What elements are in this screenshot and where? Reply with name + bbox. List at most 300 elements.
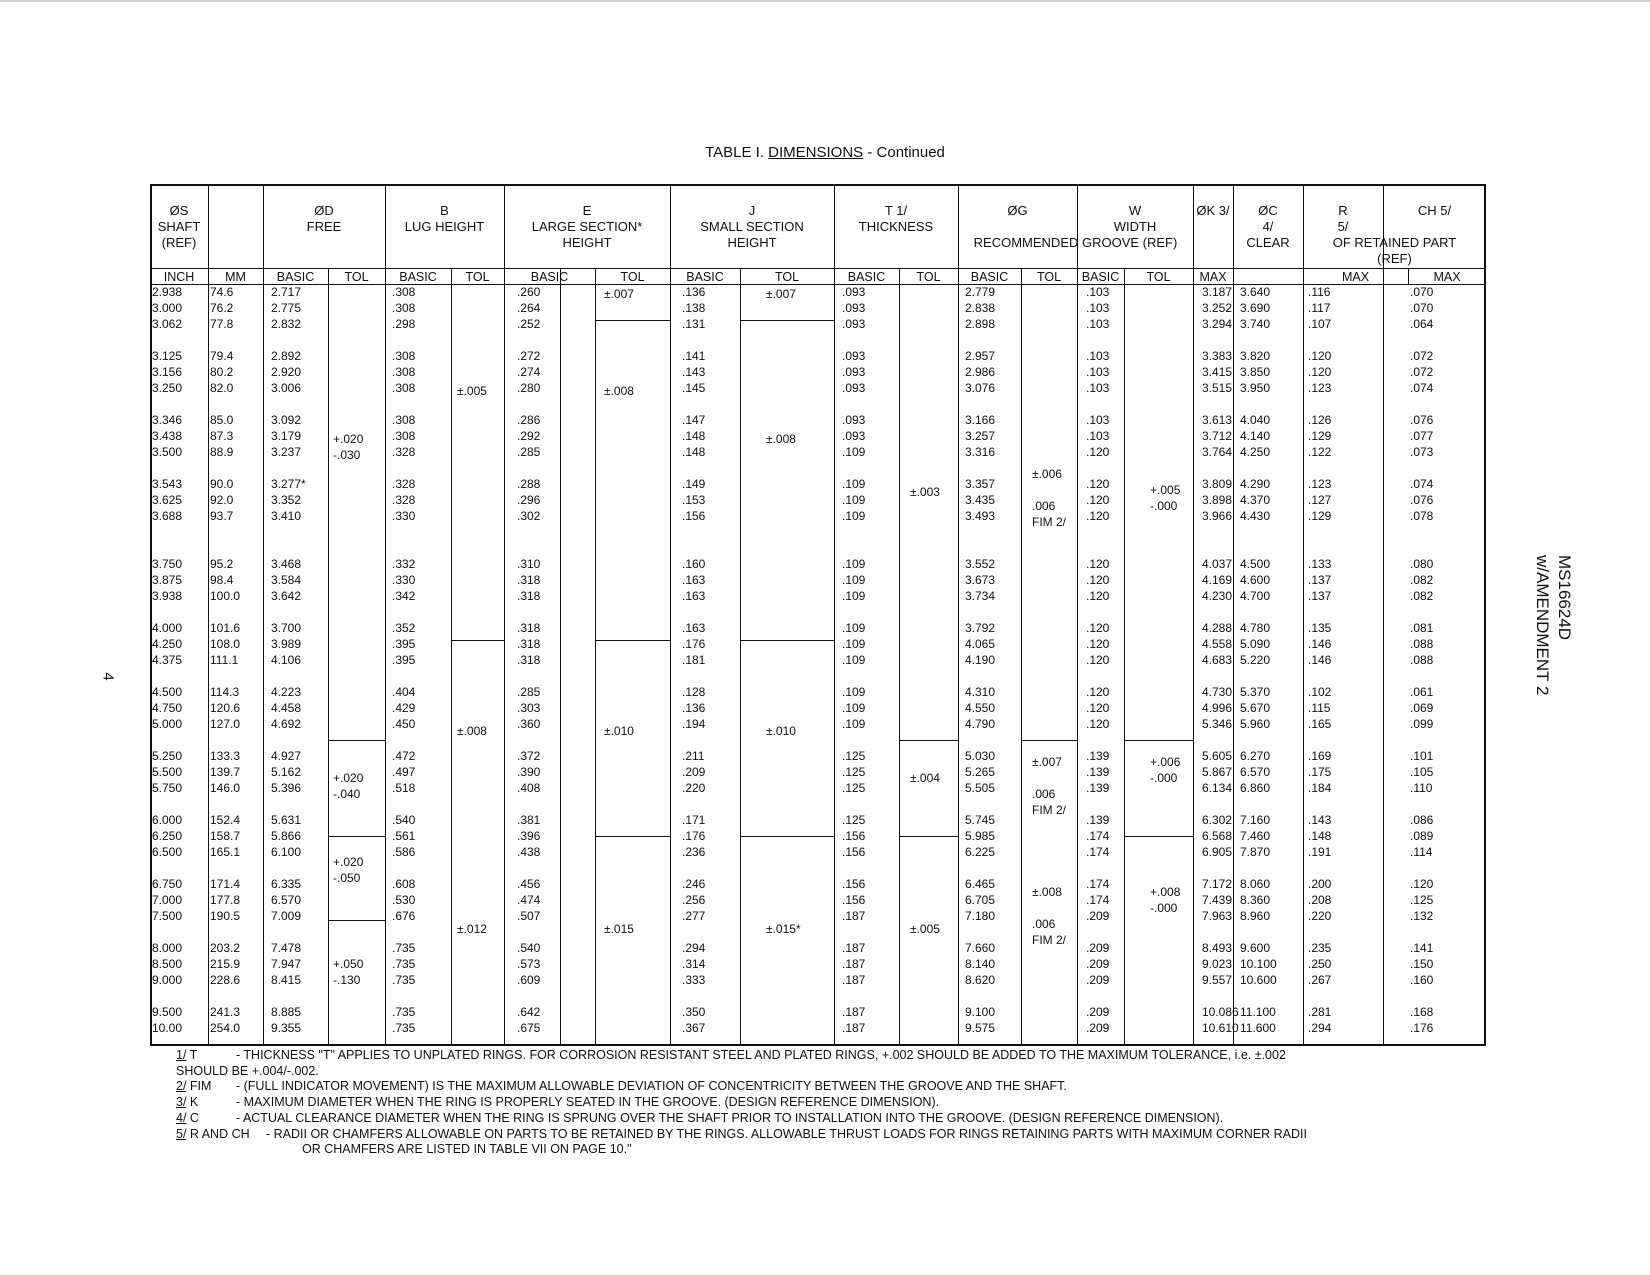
column-divider	[385, 184, 386, 1046]
column-values: .294 .314 .333	[682, 941, 706, 988]
column-values: .160 .163 .163	[682, 557, 706, 604]
column-values: 2.717 2.775 2.832	[271, 285, 302, 332]
header-clearance: 4/	[1262, 219, 1274, 234]
footnote-tag	[176, 1111, 236, 1127]
column-values: 3.383 3.415 3.515	[1202, 349, 1233, 396]
column-divider	[208, 184, 209, 1046]
e-tolerance: ±.010	[604, 724, 634, 738]
header-ref: (REF)	[1377, 251, 1412, 266]
subheader-16: MAX	[1199, 270, 1227, 284]
footnote	[176, 1111, 1506, 1127]
subheader-7: TOL	[620, 270, 645, 284]
column-values: 6.302 6.568 6.905	[1202, 813, 1233, 860]
column-values: 3.552 3.673 3.734	[965, 557, 996, 604]
footnote-tag	[176, 1079, 236, 1095]
subheader-divider	[150, 284, 1486, 285]
header-small-section: SMALL SECTION	[700, 219, 804, 234]
column-values: 133.3 139.7 146.0	[210, 749, 241, 796]
subheader-2: BASIC	[276, 270, 315, 284]
column-values: 3.809 3.898 3.966	[1202, 477, 1233, 524]
subheader-4: BASIC	[399, 270, 437, 284]
column-values: 8.000 8.500 9.000	[152, 941, 183, 988]
column-values: 101.6 108.0 111.1	[210, 621, 241, 668]
column-values: .310 .318 .318	[517, 557, 541, 604]
column-values: 79.4 80.2 82.0	[210, 349, 234, 396]
header-clearance: CLEAR	[1246, 235, 1290, 250]
column-values: .103 .103 .103	[1086, 285, 1110, 332]
g-tolerance: FIM 2/	[1032, 933, 1067, 947]
column-values: 3.125 3.156 3.250	[152, 349, 183, 396]
column-values: .456 .474 .507	[517, 877, 541, 924]
column-divider	[740, 268, 741, 1046]
column-values: .076 .077 .073	[1410, 413, 1434, 460]
b-tolerance: ±.005	[457, 384, 487, 398]
tol-divider	[740, 836, 834, 837]
column-divider	[1124, 268, 1125, 1046]
column-values: .120 .125 .132	[1410, 877, 1434, 924]
footnote-number: 5/	[176, 1126, 187, 1141]
d-tolerance: -.040	[333, 787, 361, 801]
column-values: 3.700 3.989 4.106	[271, 621, 302, 668]
column-values: .126 .129 .122	[1308, 413, 1332, 460]
tol-divider	[595, 640, 670, 641]
column-values: 3.357 3.435 3.493	[965, 477, 996, 524]
column-values: 7.160 7.460 7.870	[1240, 813, 1271, 860]
column-values: 4.500 4.750 5.000	[152, 685, 183, 732]
column-values: 4.310 4.550 4.790	[965, 685, 996, 732]
footnote-key: T	[186, 1048, 198, 1062]
column-values: 6.270 6.570 6.860	[1240, 749, 1271, 796]
b-tolerance: ±.012	[457, 922, 487, 936]
column-divider	[1233, 184, 1234, 1046]
column-values: .125 .156 .156	[842, 813, 866, 860]
column-values: .093 .093 .109	[842, 413, 866, 460]
footnote-number: 2/	[176, 1079, 187, 1094]
subheader-15: TOL	[1146, 270, 1171, 284]
header-retained-part: OF RETAINED PART	[1332, 235, 1457, 250]
footnote-number: 3/	[176, 1095, 187, 1110]
w-tolerance: +.006	[1150, 755, 1181, 769]
header-thickness: THICKNESS	[858, 219, 934, 234]
column-values: .211 .209 .220	[682, 749, 706, 796]
column-values: .086 .089 .114	[1410, 813, 1434, 860]
g-tolerance: ±.007	[1032, 755, 1062, 769]
column-values: .133 .137 .137	[1308, 557, 1332, 604]
subheader-1: MM	[225, 270, 246, 284]
column-values: .246 .256 .277	[682, 877, 706, 924]
column-values: 203.2 215.9 228.6	[210, 941, 241, 988]
w-tolerance: +.005	[1150, 483, 1181, 497]
w-tolerance: -.000	[1150, 771, 1178, 785]
footnote	[176, 1048, 1506, 1064]
column-values: .608 .530 .676	[392, 877, 416, 924]
column-values: .072 .072 .074	[1410, 349, 1434, 396]
t-tolerance: ±.003	[910, 485, 940, 499]
column-values: 5.631 5.866 6.100	[271, 813, 302, 860]
header-thickness: T 1/	[884, 203, 908, 218]
column-values: .372 .390 .408	[517, 749, 541, 796]
column-values: 2.938 3.000 3.062	[152, 285, 183, 332]
subheader-11: TOL	[916, 270, 941, 284]
page-number: 4	[99, 672, 117, 681]
column-values: .328 .328 .330	[392, 477, 416, 524]
j-tolerance: ±.008	[766, 432, 796, 446]
footnote-key: C	[186, 1110, 199, 1125]
column-values: .209 .209 .209	[1086, 941, 1110, 988]
footnote-tag	[176, 1095, 236, 1111]
footnote-number: 4/	[176, 1110, 187, 1125]
g-tolerance: FIM 2/	[1032, 515, 1067, 529]
header-groove-diameter: ØG	[1007, 203, 1028, 218]
column-values: 7.478 7.947 8.415	[271, 941, 302, 988]
footnote-key: FIM	[186, 1079, 212, 1094]
column-values: 4.288 4.558 4.683	[1202, 621, 1233, 668]
column-values: .404 .429 .450	[392, 685, 416, 732]
tol-divider	[740, 320, 834, 321]
column-values: .080 .082 .082	[1410, 557, 1434, 604]
top-rule	[0, 0, 1650, 2]
column-divider	[328, 268, 329, 1046]
j-tolerance: ±.015*	[766, 922, 801, 936]
column-values: .128 .136 .194	[682, 685, 706, 732]
column-values: 10.086 10.610	[1202, 1005, 1239, 1036]
column-values: .281 .294	[1308, 1005, 1332, 1036]
table-title-link: DIMENSIONS	[768, 144, 864, 161]
column-values: .174 .174 .209	[1086, 877, 1110, 924]
d-tolerance: -.050	[333, 871, 361, 885]
column-values: .125 .125 .125	[842, 749, 866, 796]
w-tolerance: -.000	[1150, 499, 1178, 513]
column-divider	[1021, 268, 1022, 1046]
column-values: .286 .292 .285	[517, 413, 541, 460]
column-values: 6.000 6.250 6.500	[152, 813, 183, 860]
header-shaft: ØS	[169, 203, 189, 218]
subheader-14: BASIC	[1081, 270, 1120, 284]
column-values: .332 .330 .342	[392, 557, 416, 604]
header-free-diameter: FREE	[306, 219, 342, 234]
g-tolerance: ±.006	[1032, 467, 1062, 481]
column-values: .352 .395 .395	[392, 621, 416, 668]
footnote	[176, 1127, 1506, 1143]
column-values: 4.290 4.370 4.430	[1240, 477, 1271, 524]
column-values: 8.493 9.023 9.557	[1202, 941, 1233, 988]
column-values: 7.660 8.140 8.620	[965, 941, 996, 988]
column-values: .120 .120 .120	[1086, 477, 1110, 524]
column-values: 8.060 8.360 8.960	[1240, 877, 1271, 924]
g-tolerance: ±.008	[1032, 885, 1062, 899]
column-values: .136 .138 .131	[682, 285, 706, 332]
w-tolerance: +.008	[1150, 885, 1181, 899]
footnote-text: - THICKNESS "T" APPLIES TO UNPLATED RINGS. FOR CORROSION RESISTANT STEEL AND PLATED RINGS, +.002 SHOULD BE ADDED TO THE MAXIMUM TOLERANCE, i.e. ±.002	[236, 1048, 1286, 1062]
tol-divider	[899, 836, 958, 837]
column-values: 11.100 11.600	[1240, 1005, 1276, 1036]
header-lug-height: LUG HEIGHT	[404, 219, 485, 234]
column-values: .149 .153 .156	[682, 477, 706, 524]
subheader-12: BASIC	[970, 270, 1009, 284]
column-values: 5.605 5.867 6.134	[1202, 749, 1233, 796]
column-values: 7.172 7.439 7.963	[1202, 877, 1233, 924]
document-number: MS16624D	[1555, 555, 1574, 641]
header-radius: 5/	[1337, 219, 1349, 234]
column-values: 3.277* 3.352 3.410	[271, 477, 306, 524]
tol-divider	[1124, 836, 1193, 837]
header-width: WIDTH	[1113, 219, 1157, 234]
column-values: 3.820 3.850 3.950	[1240, 349, 1271, 396]
column-values: .472 .497 .518	[392, 749, 416, 796]
column-values: 4.500 4.600 4.700	[1240, 557, 1271, 604]
j-tolerance: ±.010	[766, 724, 796, 738]
column-values: 90.0 92.0 93.7	[210, 477, 234, 524]
tol-divider	[328, 920, 385, 921]
footnote-tag	[176, 1127, 266, 1143]
column-values: .081 .088 .088	[1410, 621, 1434, 668]
column-values: .120 .120 .123	[1308, 349, 1332, 396]
e-tolerance: ±.015	[604, 922, 634, 936]
header-recommended-groove: RECOMMENDED GROOVE (REF)	[973, 235, 1178, 250]
tol-divider	[899, 740, 958, 741]
column-values: 3.750 3.875 3.938	[152, 557, 183, 604]
column-divider	[560, 268, 561, 1046]
footnote	[176, 1095, 1506, 1111]
footnote-key: R AND CH	[186, 1126, 250, 1141]
column-values: 2.892 2.920 3.006	[271, 349, 302, 396]
footnote-text: - (FULL INDICATOR MOVEMENT) IS THE MAXIMUM ALLOWABLE DEVIATION OF CONCENTRICITY BETWEEN THE GROOVE AND THE SHAFT.	[236, 1079, 1067, 1094]
column-divider	[899, 268, 900, 1046]
column-values: 171.4 177.8 190.5	[210, 877, 241, 924]
column-values: 9.100 9.575	[965, 1005, 996, 1036]
column-values: 4.730 4.996 5.346	[1202, 685, 1233, 732]
column-values: 6.750 7.000 7.500	[152, 877, 183, 924]
g-tolerance: .006	[1032, 787, 1056, 801]
table-title-suffix: - Continued	[863, 144, 945, 161]
column-values: 5.745 5.985 6.225	[965, 813, 996, 860]
column-values: 95.2 98.4 100.0	[210, 557, 241, 604]
column-values: .735 .735 .735	[392, 941, 416, 988]
column-values: .156 .156 .187	[842, 877, 866, 924]
d-tolerance: +.050	[333, 957, 364, 971]
header-width: W	[1128, 203, 1142, 218]
column-values: .260 .264 .252	[517, 285, 541, 332]
header-clearance: ØC	[1258, 203, 1278, 218]
header-radius: R	[1338, 203, 1348, 218]
subheader-9: TOL	[774, 270, 800, 284]
column-values: 3.187 3.252 3.294	[1202, 285, 1233, 332]
column-values: 85.0 87.3 88.9	[210, 413, 234, 460]
j-tolerance: ±.007	[766, 287, 796, 301]
d-tolerance: +.020	[333, 771, 364, 785]
header-lug-height: B	[440, 203, 449, 218]
b-tolerance: ±.008	[457, 724, 487, 738]
subheader-8: BASIC	[686, 270, 724, 284]
column-divider	[958, 184, 959, 1046]
g-tolerance: .006	[1032, 917, 1056, 931]
column-values: 6.465 6.705 7.180	[965, 877, 996, 924]
tol-divider	[1021, 740, 1077, 741]
column-values: .116 .117 .107	[1308, 285, 1332, 332]
column-values: 3.640 3.690 3.740	[1240, 285, 1271, 332]
column-values: .318 .318 .318	[517, 621, 541, 668]
column-values: 4.000 4.250 4.375	[152, 621, 183, 668]
column-values: .642 .675	[517, 1005, 541, 1036]
footnote	[176, 1079, 1506, 1095]
subheader-13: TOL	[1036, 270, 1062, 284]
g-tolerance: .006	[1032, 499, 1056, 513]
column-values: .308 .308 .328	[392, 413, 416, 460]
column-values: 241.3 254.0	[210, 1005, 241, 1036]
column-values: .120 .120 .120	[1086, 685, 1110, 732]
header-divider	[150, 268, 1486, 269]
column-values: .109 .109 .109	[842, 621, 866, 668]
column-divider	[1077, 184, 1078, 1046]
column-values: 5.030 5.265 5.505	[965, 749, 996, 796]
column-values: 3.468 3.584 3.642	[271, 557, 302, 604]
column-values: .169 .175 .184	[1308, 749, 1332, 796]
column-values: 3.792 4.065 4.190	[965, 621, 996, 668]
column-values: 74.6 76.2 77.8	[210, 285, 234, 332]
column-values: 114.3 120.6 127.0	[210, 685, 241, 732]
header-small-section: J	[748, 203, 756, 218]
tol-divider	[595, 320, 670, 321]
column-divider	[451, 268, 452, 1046]
tol-divider	[1124, 740, 1193, 741]
column-values: 9.500 10.00	[152, 1005, 183, 1036]
column-values: .350 .367	[682, 1005, 706, 1036]
column-values: .540 .573 .609	[517, 941, 541, 988]
column-values: .308 .308 .298	[392, 285, 416, 332]
subheader-5: TOL	[465, 270, 490, 284]
header-chamfer: CH 5/	[1417, 203, 1452, 218]
column-values: .103 .103 .103	[1086, 349, 1110, 396]
footnote-continuation: SHOULD BE +.004/-.002.	[176, 1063, 319, 1078]
header-large-section: E	[582, 203, 592, 218]
column-values: 2.779 2.838 2.898	[965, 285, 996, 332]
column-values: 4.927 5.162 5.396	[271, 749, 302, 796]
column-values: .147 .148 .148	[682, 413, 706, 460]
column-values: .200 .208 .220	[1308, 877, 1332, 924]
column-values: .070 .070 .064	[1410, 285, 1434, 332]
column-values: .139 .139 .139	[1086, 749, 1110, 796]
tol-divider	[328, 836, 385, 837]
amendment-label: w/AMENDMENT 2	[1533, 555, 1552, 696]
header-small-section: HEIGHT	[727, 235, 777, 250]
column-divider	[1193, 184, 1194, 1046]
footnote-key: K	[186, 1095, 199, 1110]
w-tolerance: -.000	[1150, 901, 1178, 915]
column-values: 4.223 4.458 4.692	[271, 685, 302, 732]
column-values: .139 .174 .174	[1086, 813, 1110, 860]
column-values: .272 .274 .280	[517, 349, 541, 396]
tol-divider	[451, 640, 504, 641]
column-values: 4.037 4.169 4.230	[1202, 557, 1233, 604]
footnote-text: - MAXIMUM DIAMETER WHEN THE RING IS PROPERLY SEATED IN THE GROOVE. (DESIGN REFERENCE DIMENSION).	[236, 1095, 940, 1110]
column-divider	[1303, 184, 1304, 1046]
column-values: .187 .187	[842, 1005, 866, 1036]
column-values: .102 .115 .165	[1308, 685, 1332, 732]
column-values: .120 .120 .120	[1086, 621, 1110, 668]
d-tolerance: -.030	[333, 448, 361, 462]
column-values: 3.346 3.438 3.500	[152, 413, 183, 460]
column-values: 4.780 5.090 5.220	[1240, 621, 1271, 668]
column-values: .288 .296 .302	[517, 477, 541, 524]
column-values: .735 .735	[392, 1005, 416, 1036]
table-title	[0, 144, 1650, 161]
column-values: .168 .176	[1410, 1005, 1434, 1036]
column-values: .143 .148 .191	[1308, 813, 1332, 860]
column-values: 4.040 4.140 4.250	[1240, 413, 1271, 460]
column-values: .093 .093 .093	[842, 285, 866, 332]
footnote-tag	[176, 1048, 236, 1064]
column-values: .120 .120 .120	[1086, 557, 1110, 604]
column-values: .093 .093 .093	[842, 349, 866, 396]
d-tolerance: -.130	[333, 973, 361, 987]
column-values: .540 .561 .586	[392, 813, 416, 860]
column-values: 5.250 5.500 5.750	[152, 749, 183, 796]
tol-divider	[740, 640, 834, 641]
column-divider	[834, 184, 835, 1046]
column-values: .235 .250 .267	[1308, 941, 1332, 988]
header-k-diameter: ØK 3/	[1196, 203, 1230, 218]
tol-divider	[595, 836, 670, 837]
column-values: .308 .308 .308	[392, 349, 416, 396]
tol-divider	[328, 740, 385, 741]
subheader-6: BASIC	[530, 270, 569, 284]
header-large-section: HEIGHT	[562, 235, 612, 250]
column-values: 8.885 9.355	[271, 1005, 302, 1036]
t-tolerance: ±.004	[910, 771, 940, 785]
column-values: .101 .105 .110	[1410, 749, 1434, 796]
column-values: 5.370 5.670 5.960	[1240, 685, 1271, 732]
document-id	[1528, 555, 1650, 795]
column-values: .061 .069 .099	[1410, 685, 1434, 732]
column-values: .074 .076 .078	[1410, 477, 1434, 524]
column-values: 3.543 3.625 3.688	[152, 477, 183, 524]
column-values: 6.335 6.570 7.009	[271, 877, 302, 924]
subheader-3: TOL	[344, 270, 369, 284]
subheader-19: MAX	[1433, 270, 1461, 284]
subheader-18: MAX	[1341, 270, 1370, 284]
column-divider	[1383, 184, 1384, 1046]
column-values: .109 .109 .109	[842, 477, 866, 524]
column-values: 3.166 3.257 3.316	[965, 413, 996, 460]
t-tolerance: ±.005	[910, 922, 940, 936]
footnote-text: - ACTUAL CLEARANCE DIAMETER WHEN THE RING IS SPRUNG OVER THE SHAFT PRIOR TO INSTALLATION INTO THE GROOVE. (DESIGN REFERENCE DIMENSION).	[236, 1110, 1224, 1125]
column-values: .285 .303 .360	[517, 685, 541, 732]
column-values: .187 .187 .187	[842, 941, 866, 988]
column-values: .141 .150 .160	[1410, 941, 1434, 988]
e-tolerance: ±.007	[604, 287, 634, 301]
column-values: 3.092 3.179 3.237	[271, 413, 302, 460]
column-values: .171 .176 .236	[682, 813, 706, 860]
footnote-number: 1/	[176, 1048, 187, 1062]
column-divider	[263, 184, 264, 1046]
column-values: .123 .127 .129	[1308, 477, 1332, 524]
d-tolerance: +.020	[333, 432, 364, 446]
column-values: 9.600 10.100 10.600	[1240, 941, 1277, 988]
header-large-section: LARGE SECTION*	[531, 219, 643, 234]
header-shaft: SHAFT	[157, 219, 201, 234]
column-values: 3.613 3.712 3.764	[1202, 413, 1233, 460]
footnote-text: - RADII OR CHAMFERS ALLOWABLE ON PARTS TO BE RETAINED BY THE RINGS. ALLOWABLE THRUST LOADS FOR RINGS RETAINING PARTS WITH MAXIMUM CORNER RADII	[266, 1126, 1307, 1141]
footnotes	[176, 1048, 1506, 1158]
column-values: .109 .109 .109	[842, 557, 866, 604]
e-tolerance: ±.008	[604, 384, 634, 398]
column-values: 152.4 158.7 165.1	[210, 813, 241, 860]
dimensions-table	[150, 184, 1486, 1046]
column-values: .103 .103 .120	[1086, 413, 1110, 460]
column-values: .109 .109 .109	[842, 685, 866, 732]
column-values: .381 .396 .438	[517, 813, 541, 860]
column-values: .135 .146 .146	[1308, 621, 1332, 668]
